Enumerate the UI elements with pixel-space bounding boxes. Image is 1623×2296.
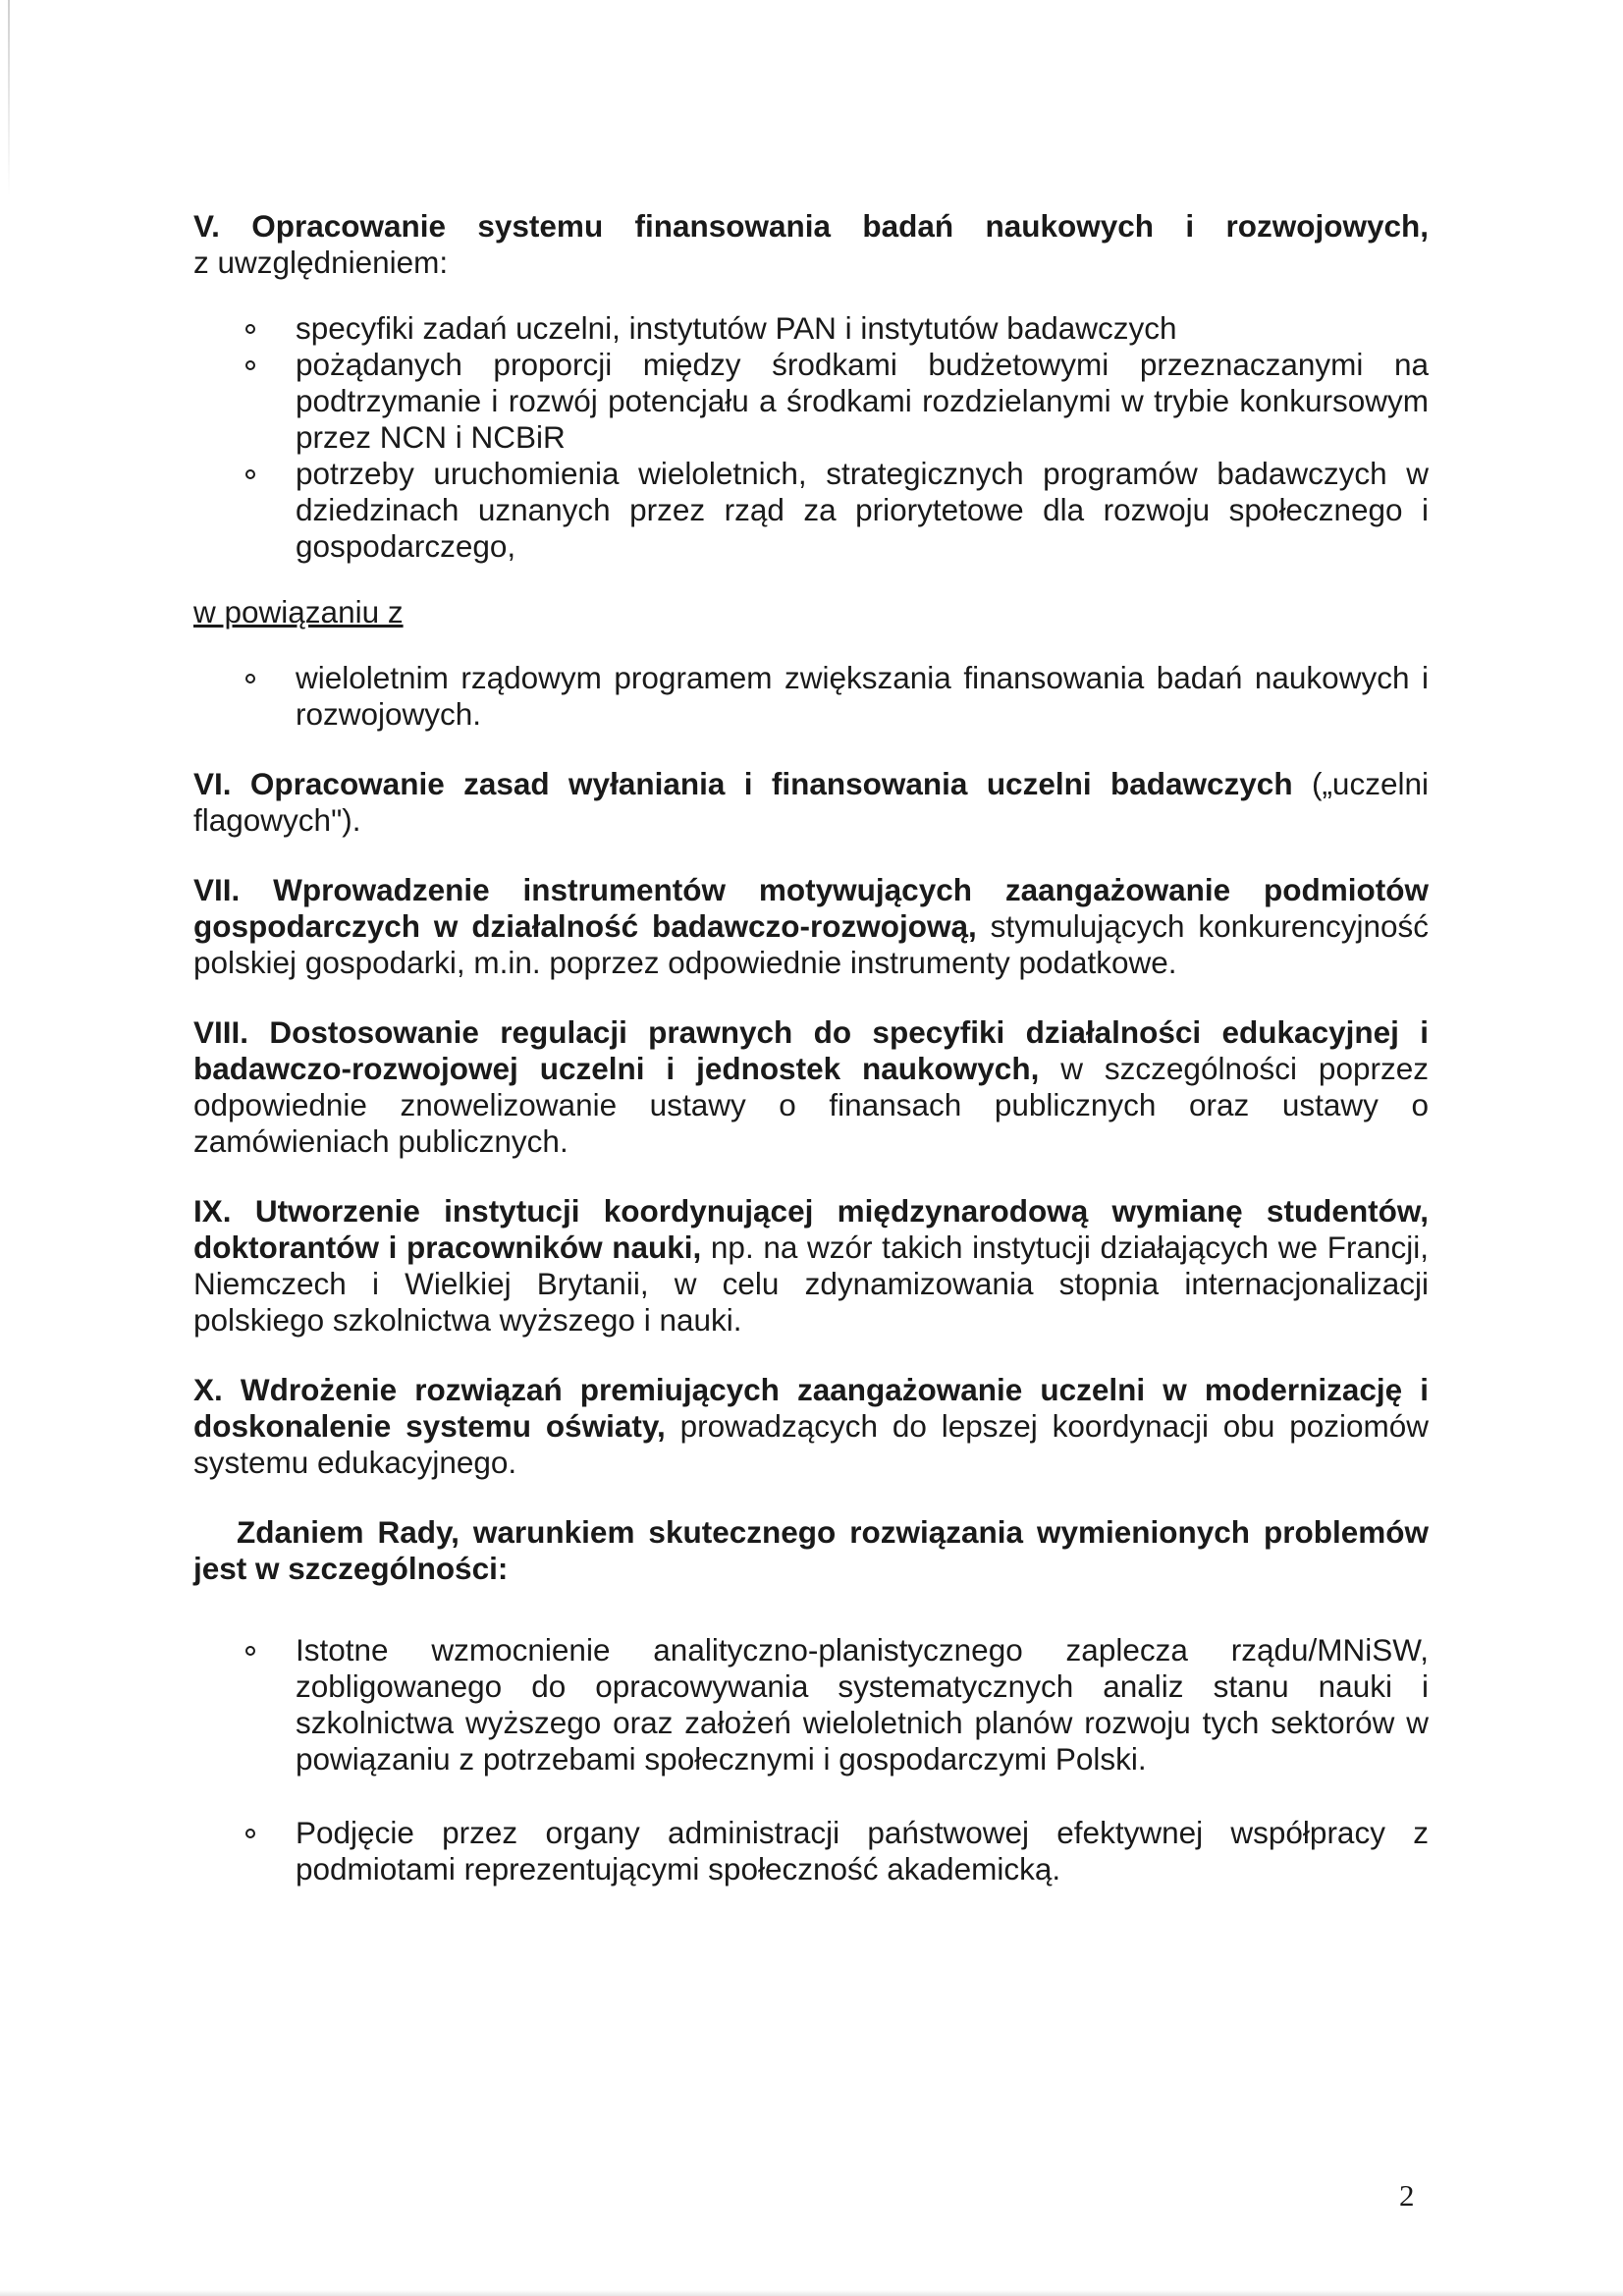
list-item: potrzeby uruchomienia wieloletnich, strategicznych programów badawczych w dziedzinach uznanych przez rząd za priorytetowe dla rozwoju społecznego i gospodarczego, xyxy=(193,456,1429,565)
section-vi-text: („uczelni flagowych"). xyxy=(193,766,1429,838)
section-ix-heading: IX. Utworzenie instytucji koordynującej międzynarodową wymianę studentów, doktorantów i pracowników nauki, xyxy=(193,1193,1429,1265)
section-v xyxy=(193,208,1429,733)
bullet-icon xyxy=(245,360,255,370)
section-vii-text: stymulujących konkurencyjność polskiej gospodarki, m.in. poprzez odpowiednie instrumenty podatkowe. xyxy=(193,908,1429,980)
section-x-heading: X. Wdrożenie rozwiązań premiujących zaangażowanie uczelni w modernizację i doskonalenie systemu oświaty, xyxy=(193,1372,1429,1444)
section-vii xyxy=(193,872,1429,981)
bullet-icon xyxy=(245,469,255,479)
page-number: 2 xyxy=(1399,2178,1415,2213)
section-vi xyxy=(193,766,1429,839)
section-vi-heading: VI. Opracowanie zasad wyłaniania i finansowania uczelni badawczych xyxy=(193,766,1293,801)
list-item: Podjęcie przez organy administracji państwowej efektywnej współpracy z podmiotami reprezentującymi społeczność akademicką. xyxy=(193,1815,1429,1887)
conclusion-heading: Zdaniem Rady, warunkiem skutecznego rozwiązania wymienionych problemów jest w szczególności: xyxy=(193,1514,1429,1586)
section-v-heading: V. Opracowanie systemu finansowania badań naukowych i rozwojowych, xyxy=(193,208,1429,244)
section-x-text: prowadzących do lepszej koordynacji obu poziomów systemu edukacyjnego. xyxy=(193,1408,1430,1480)
list-item: specyfiki zadań uczelni, instytutów PAN i instytutów badawczych xyxy=(193,310,1429,347)
section-ix xyxy=(193,1193,1429,1339)
conclusion xyxy=(193,1514,1429,1887)
list-item: wieloletnim rządowym programem zwiększania finansowania badań naukowych i rozwojowych. xyxy=(193,660,1429,733)
conclusion-bullets xyxy=(193,1632,1429,1887)
section-viii-heading: VIII. Dostosowanie regulacji prawnych do specyfiki działalności edukacyjnej i badawczo-rozwojowej uczelni i jednostek naukowych, xyxy=(193,1014,1429,1086)
bullet-icon xyxy=(245,324,255,334)
scan-edge-bottom xyxy=(0,2290,1623,2296)
scan-edge-left xyxy=(8,0,10,196)
section-viii xyxy=(193,1014,1429,1160)
list-item: Istotne wzmocnienie analityczno-planistycznego zaplecza rządu/MNiSW, zobligowanego do opracowywania systematycznych analiz stanu nauki i szkolnictwa wyższego oraz założeń wieloletnich planów rozwoju tych sektorów w powiązaniu z potrzebami społecznymi i gospodarczymi Polski. xyxy=(193,1632,1429,1777)
section-v-bullets-2 xyxy=(193,660,1429,733)
section-x xyxy=(193,1372,1429,1481)
section-v-heading-cont: z uwzględnieniem: xyxy=(193,245,449,280)
section-vii-heading: VII. Wprowadzenie instrumentów motywujących zaangażowanie podmiotów gospodarczych w działalność badawczo-rozwojową, xyxy=(193,872,1429,944)
bullet-icon xyxy=(245,674,255,683)
section-v-bullets xyxy=(193,310,1429,565)
document-page xyxy=(193,208,1429,1921)
section-viii-text: w szczególności poprzez odpowiednie znowelizowanie ustawy o finansach publicznych oraz ustawy o zamówieniach publicznych. xyxy=(193,1051,1429,1159)
section-ix-text: np. na wzór takich instytucji działających we Francji, Niemczech i Wielkiej Brytanii, w celu zdynamizowania stopnia internacjonalizacji polskiego szkolnictwa wyższego i nauki. xyxy=(193,1230,1429,1338)
link-phrase: w powiązaniu z xyxy=(193,594,404,629)
bullet-icon xyxy=(245,1829,255,1838)
bullet-icon xyxy=(245,1646,255,1656)
list-item: pożądanych proporcji między środkami budżetowymi przeznaczanymi na podtrzymanie i rozwój potencjału a środkami rozdzielanymi w trybie konkursowym przez NCN i NCBiR xyxy=(193,347,1429,456)
